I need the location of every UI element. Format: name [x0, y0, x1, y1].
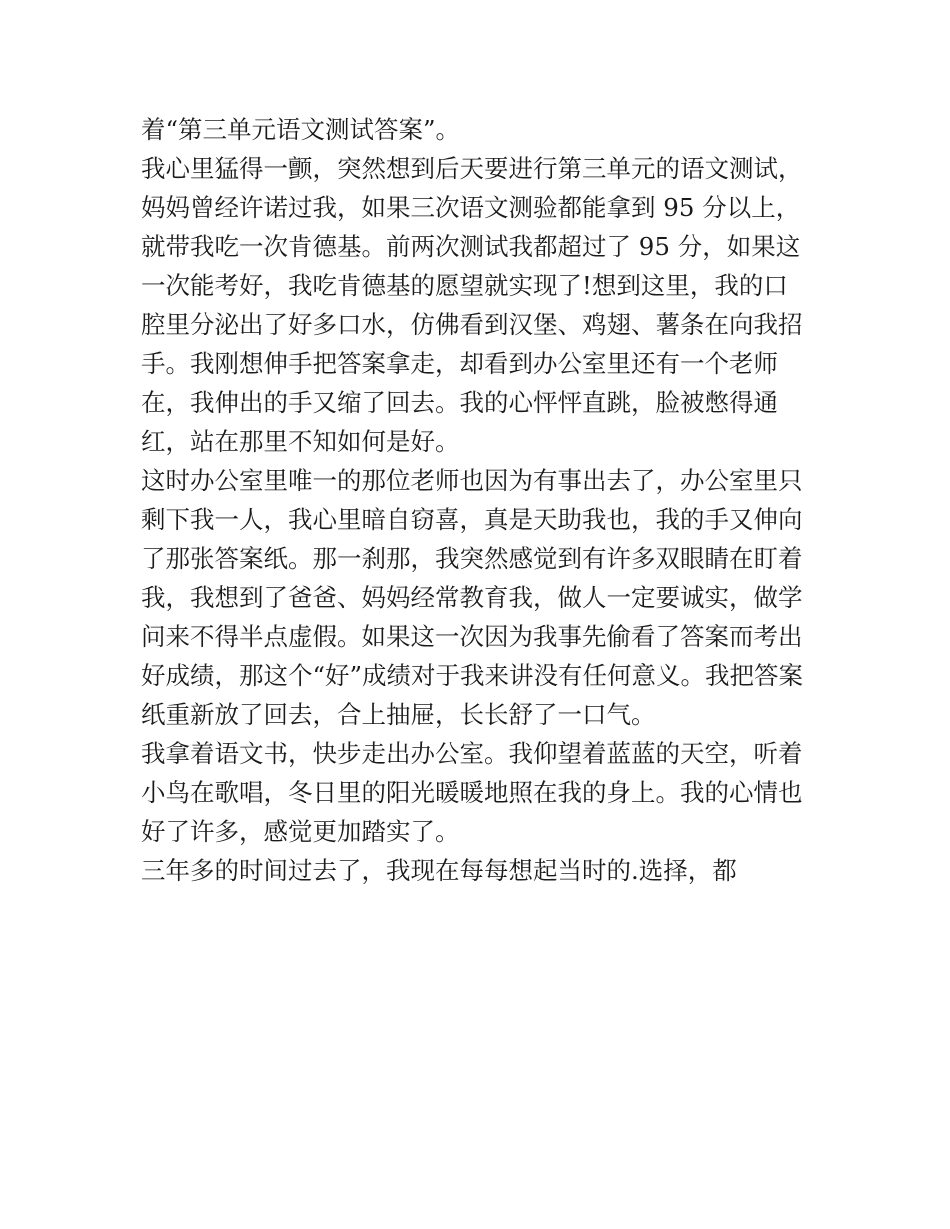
text-line: 手。我刚想伸手把答案拿走，却看到办公室里还有一个老师: [141, 349, 778, 378]
text-line: 剩下我一人，我心里暗自窃喜，真是天助我也，我的手又伸向: [141, 505, 803, 534]
paragraph-4: [141, 734, 821, 851]
text-line: 一次能考好，我吃肯德基的愿望就实现了!想到这里，我的口: [141, 271, 788, 300]
text-line: 问来不得半点虚假。如果这一次因为我事先偷看了答案而考出: [141, 622, 803, 651]
text-line: 好了许多，感觉更加踏实了。: [141, 817, 460, 846]
paragraph-5: [141, 851, 821, 890]
text-line: 腔里分泌出了好多口水，仿佛看到汉堡、鸡翅、薯条在向我招: [141, 310, 803, 339]
text-line: 在，我伸出的手又缩了回去。我的心怦怦直跳，脸被憋得通: [141, 388, 778, 417]
text-line: 妈妈曾经许诺过我，如果三次语文测验都能拿到 95 分以上，: [141, 193, 801, 222]
text-line: 小鸟在歌唱，冬日里的阳光暖暖地照在我的身上。我的心情也: [141, 778, 803, 807]
text-line: 纸重新放了回去，合上抽屉，长长舒了一口气。: [141, 700, 656, 729]
paragraph-2: [141, 149, 821, 461]
text-line: 这时办公室里唯一的那位老师也因为有事出去了，办公室里只: [141, 466, 803, 495]
text-line: 我拿着语文书，快步走出办公室。我仰望着蓝蓝的天空，听着: [141, 739, 803, 768]
essay-body: [141, 110, 821, 890]
paragraph-3: [141, 461, 821, 734]
paragraph-1: [141, 110, 821, 149]
text-line: 红，站在那里不知如何是好。: [141, 427, 460, 456]
text-line: 着“第三单元语文测试答案”。: [141, 115, 461, 144]
text-line: 我，我想到了爸爸、妈妈经常教育我，做人一定要诚实，做学: [141, 583, 803, 612]
text-line: 就带我吃一次肯德基。前两次测试我都超过了 95 分，如果这: [141, 232, 801, 261]
text-line: 我心里猛得一颤，突然想到后天要进行第三单元的语文测试，: [141, 154, 803, 183]
text-line: 三年多的时间过去了，我现在每每想起当时的.选择，都: [141, 856, 737, 885]
text-line: 了那张答案纸。那一刹那，我突然感觉到有许多双眼睛在盯着: [141, 544, 803, 573]
text-line: 好成绩，那这个“好”成绩对于我来讲没有任何意义。我把答案: [141, 661, 804, 690]
